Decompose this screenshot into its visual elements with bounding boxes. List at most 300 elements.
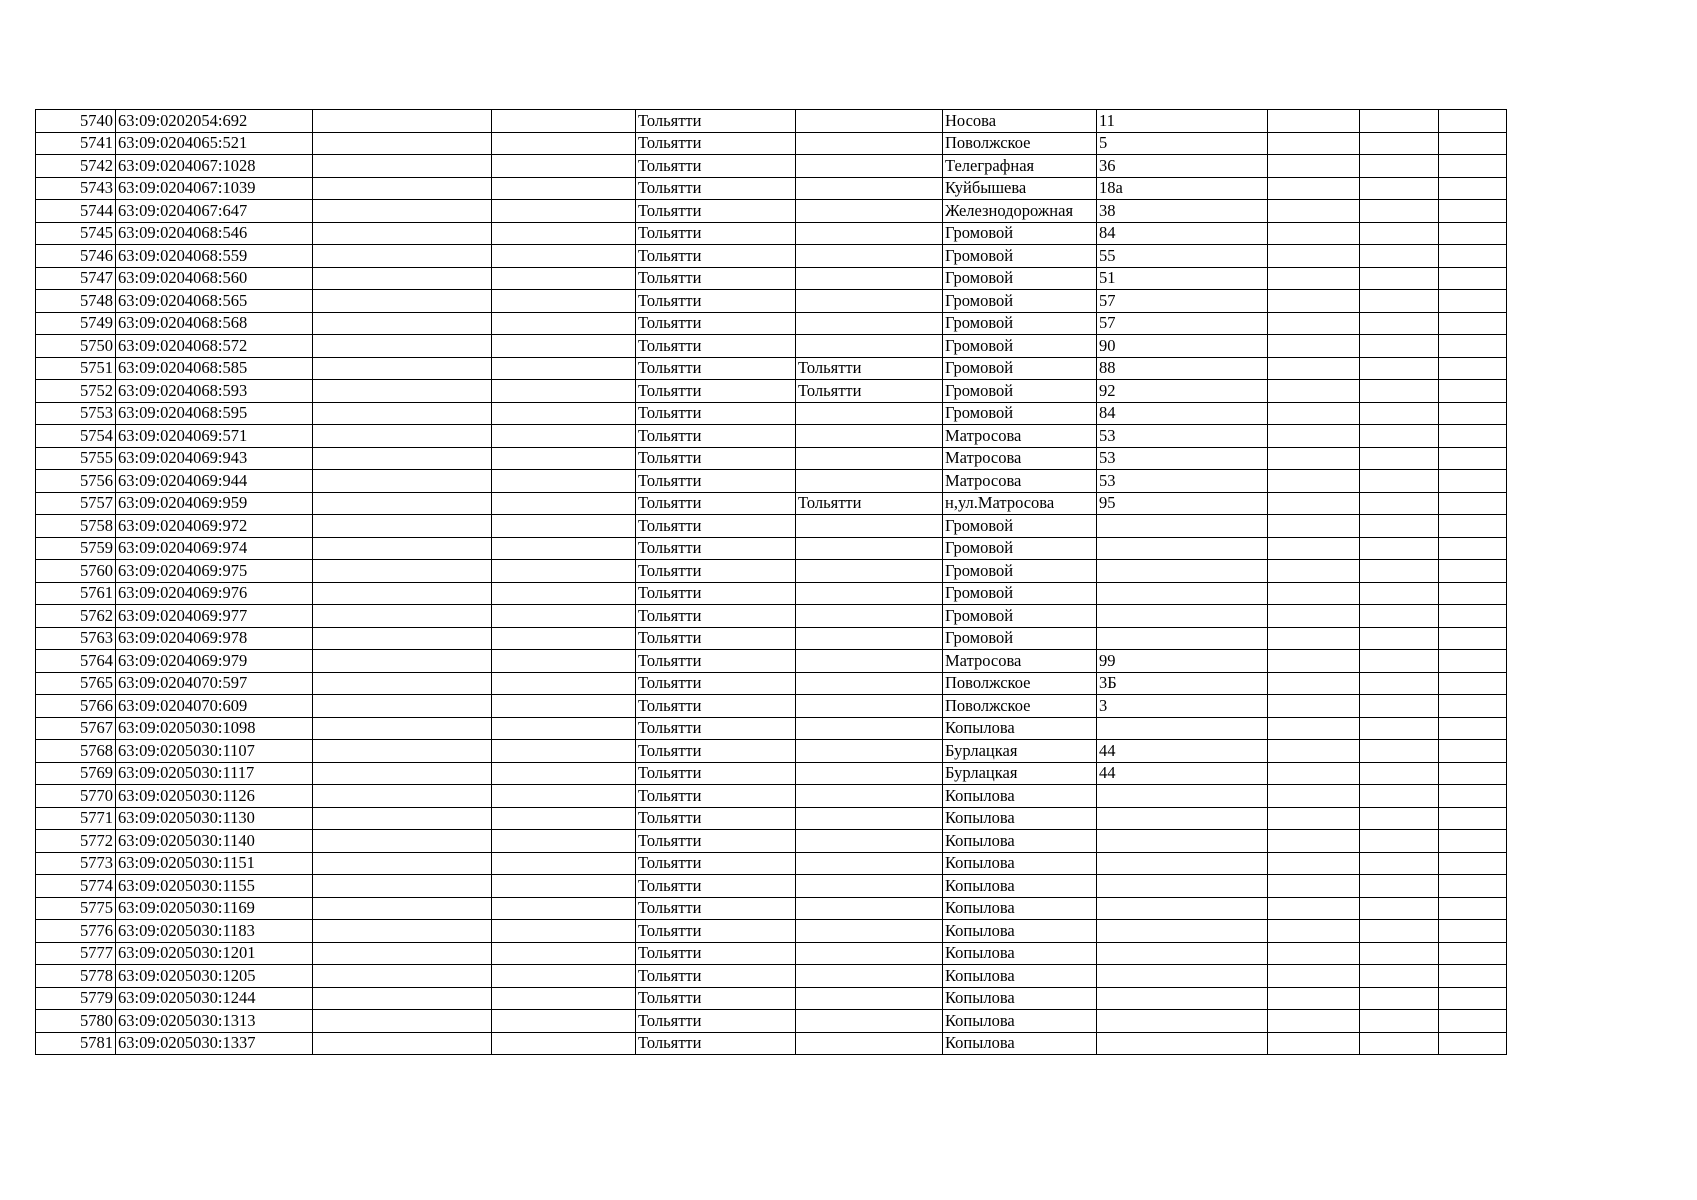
empty-cell — [1360, 155, 1439, 178]
empty-cell — [1439, 380, 1507, 403]
house-cell — [1097, 560, 1268, 583]
cadastral-number-cell: 63:09:0204069:959 — [116, 492, 313, 515]
cadastral-number-cell: 63:09:0204068:568 — [116, 312, 313, 335]
row-number-cell: 5781 — [36, 1032, 116, 1055]
empty-cell — [313, 537, 492, 560]
empty-cell — [1268, 1010, 1360, 1033]
empty-cell — [313, 875, 492, 898]
cadastral-number-cell: 63:09:0204068:546 — [116, 222, 313, 245]
row-number-cell: 5754 — [36, 425, 116, 448]
empty-cell — [1268, 447, 1360, 470]
empty-cell — [1268, 155, 1360, 178]
house-cell — [1097, 605, 1268, 628]
empty-cell — [1268, 852, 1360, 875]
empty-cell — [313, 110, 492, 133]
row-number-cell: 5757 — [36, 492, 116, 515]
empty-cell — [1268, 335, 1360, 358]
empty-cell — [1360, 492, 1439, 515]
house-cell: 90 — [1097, 335, 1268, 358]
empty-cell — [1268, 357, 1360, 380]
row-number-cell: 5772 — [36, 830, 116, 853]
empty-cell — [492, 425, 636, 448]
house-cell — [1097, 852, 1268, 875]
house-cell — [1097, 627, 1268, 650]
empty-cell — [1439, 200, 1507, 223]
row-number-cell: 5775 — [36, 897, 116, 920]
table-row — [36, 425, 1585, 448]
empty-cell — [313, 222, 492, 245]
cadastral-number-cell: 63:09:0205030:1107 — [116, 740, 313, 763]
settlement-cell — [796, 1032, 943, 1055]
street-cell: Громовой — [943, 357, 1097, 380]
cadastral-number-cell: 63:09:0205030:1130 — [116, 807, 313, 830]
house-cell: 95 — [1097, 492, 1268, 515]
settlement-cell — [796, 582, 943, 605]
empty-cell — [1360, 897, 1439, 920]
empty-cell — [492, 312, 636, 335]
empty-cell — [492, 335, 636, 358]
settlement-cell — [796, 897, 943, 920]
row-number-cell: 5778 — [36, 965, 116, 988]
row-number-cell: 5756 — [36, 470, 116, 493]
table-row — [36, 447, 1585, 470]
table-row — [36, 290, 1585, 313]
empty-cell — [492, 177, 636, 200]
house-cell: 84 — [1097, 222, 1268, 245]
empty-cell — [1439, 897, 1507, 920]
street-cell: Громовой — [943, 290, 1097, 313]
street-cell: Громовой — [943, 312, 1097, 335]
settlement-cell — [796, 110, 943, 133]
empty-cell — [492, 560, 636, 583]
cadastral-number-cell: 63:09:0204069:571 — [116, 425, 313, 448]
empty-cell — [1268, 650, 1360, 673]
house-cell — [1097, 875, 1268, 898]
empty-cell — [1360, 830, 1439, 853]
empty-cell — [1360, 200, 1439, 223]
settlement-cell: Тольятти — [796, 357, 943, 380]
street-cell: Копылова — [943, 807, 1097, 830]
empty-cell — [313, 627, 492, 650]
city-cell: Тольятти — [636, 830, 796, 853]
street-cell: Громовой — [943, 222, 1097, 245]
empty-cell — [1439, 447, 1507, 470]
street-cell: Громовой — [943, 560, 1097, 583]
city-cell: Тольятти — [636, 560, 796, 583]
city-cell: Тольятти — [636, 177, 796, 200]
empty-cell — [313, 987, 492, 1010]
empty-cell — [1268, 537, 1360, 560]
empty-cell — [313, 650, 492, 673]
empty-cell — [492, 267, 636, 290]
empty-cell — [1439, 312, 1507, 335]
empty-cell — [492, 470, 636, 493]
empty-cell — [1439, 605, 1507, 628]
empty-cell — [492, 830, 636, 853]
city-cell: Тольятти — [636, 605, 796, 628]
row-number-cell: 5740 — [36, 110, 116, 133]
table-row — [36, 110, 1585, 133]
empty-cell — [492, 965, 636, 988]
row-number-cell: 5770 — [36, 785, 116, 808]
settlement-cell — [796, 245, 943, 268]
street-cell: Копылова — [943, 852, 1097, 875]
empty-cell — [1360, 447, 1439, 470]
settlement-cell — [796, 222, 943, 245]
row-number-cell: 5769 — [36, 762, 116, 785]
empty-cell — [1360, 110, 1439, 133]
row-number-cell: 5750 — [36, 335, 116, 358]
street-cell: Матросова — [943, 447, 1097, 470]
settlement-cell — [796, 605, 943, 628]
house-cell: 88 — [1097, 357, 1268, 380]
house-cell: 3 — [1097, 695, 1268, 718]
cadastral-number-cell: 63:09:0202054:692 — [116, 110, 313, 133]
empty-cell — [1268, 177, 1360, 200]
city-cell: Тольятти — [636, 852, 796, 875]
row-number-cell: 5747 — [36, 267, 116, 290]
empty-cell — [1360, 1032, 1439, 1055]
city-cell: Тольятти — [636, 447, 796, 470]
empty-cell — [492, 852, 636, 875]
table-row — [36, 830, 1585, 853]
settlement-cell — [796, 627, 943, 650]
empty-cell — [1439, 222, 1507, 245]
table-row — [36, 942, 1585, 965]
street-cell: Носова — [943, 110, 1097, 133]
table-row — [36, 177, 1585, 200]
cadastral-number-cell: 63:09:0204068:565 — [116, 290, 313, 313]
cadastral-number-cell: 63:09:0204069:977 — [116, 605, 313, 628]
empty-cell — [313, 470, 492, 493]
row-number-cell: 5746 — [36, 245, 116, 268]
street-cell: Громовой — [943, 267, 1097, 290]
street-cell: Копылова — [943, 897, 1097, 920]
empty-cell — [1360, 1010, 1439, 1033]
empty-cell — [1439, 1010, 1507, 1033]
city-cell: Тольятти — [636, 582, 796, 605]
cadastral-number-cell: 63:09:0205030:1126 — [116, 785, 313, 808]
cadastral-number-cell: 63:09:0204068:572 — [116, 335, 313, 358]
empty-cell — [313, 447, 492, 470]
city-cell: Тольятти — [636, 965, 796, 988]
row-number-cell: 5768 — [36, 740, 116, 763]
empty-cell — [1268, 492, 1360, 515]
house-cell: 57 — [1097, 312, 1268, 335]
empty-cell — [313, 200, 492, 223]
table-row — [36, 492, 1585, 515]
empty-cell — [1268, 1032, 1360, 1055]
row-number-cell: 5764 — [36, 650, 116, 673]
table-row — [36, 582, 1585, 605]
row-number-cell: 5760 — [36, 560, 116, 583]
row-number-cell: 5774 — [36, 875, 116, 898]
table-row — [36, 470, 1585, 493]
city-cell: Тольятти — [636, 200, 796, 223]
cadastral-number-cell: 63:09:0205030:1337 — [116, 1032, 313, 1055]
city-cell: Тольятти — [636, 110, 796, 133]
empty-cell — [492, 492, 636, 515]
empty-cell — [1360, 987, 1439, 1010]
empty-cell — [492, 357, 636, 380]
empty-cell — [1268, 290, 1360, 313]
table-row — [36, 267, 1585, 290]
cadastral-number-cell: 63:09:0204069:979 — [116, 650, 313, 673]
empty-cell — [1360, 762, 1439, 785]
empty-cell — [1439, 830, 1507, 853]
empty-cell — [1360, 470, 1439, 493]
city-cell: Тольятти — [636, 875, 796, 898]
settlement-cell — [796, 672, 943, 695]
empty-cell — [1360, 335, 1439, 358]
street-cell: Громовой — [943, 335, 1097, 358]
house-cell — [1097, 537, 1268, 560]
cadastral-number-cell: 63:09:0204069:943 — [116, 447, 313, 470]
house-cell — [1097, 942, 1268, 965]
empty-cell — [1439, 920, 1507, 943]
empty-cell — [1360, 132, 1439, 155]
street-cell: Громовой — [943, 582, 1097, 605]
street-cell: Громовой — [943, 402, 1097, 425]
table-row — [36, 222, 1585, 245]
table-row — [36, 875, 1585, 898]
empty-cell — [313, 380, 492, 403]
street-cell: Копылова — [943, 717, 1097, 740]
row-number-cell: 5777 — [36, 942, 116, 965]
empty-cell — [492, 650, 636, 673]
empty-cell — [492, 447, 636, 470]
cadastral-number-cell: 63:09:0204068:560 — [116, 267, 313, 290]
empty-cell — [313, 965, 492, 988]
table-body — [36, 110, 1585, 1055]
settlement-cell — [796, 920, 943, 943]
city-cell: Тольятти — [636, 785, 796, 808]
empty-cell — [313, 560, 492, 583]
table-row — [36, 627, 1585, 650]
table-row — [36, 380, 1585, 403]
settlement-cell — [796, 515, 943, 538]
empty-cell — [1360, 740, 1439, 763]
city-cell: Тольятти — [636, 762, 796, 785]
empty-cell — [1268, 672, 1360, 695]
empty-cell — [1360, 290, 1439, 313]
cadastral-number-cell: 63:09:0204070:609 — [116, 695, 313, 718]
street-cell: Громовой — [943, 245, 1097, 268]
city-cell: Тольятти — [636, 537, 796, 560]
settlement-cell — [796, 717, 943, 740]
settlement-cell — [796, 155, 943, 178]
empty-cell — [492, 402, 636, 425]
cadastral-number-cell: 63:09:0204067:647 — [116, 200, 313, 223]
settlement-cell: Тольятти — [796, 492, 943, 515]
street-cell: Копылова — [943, 875, 1097, 898]
house-cell — [1097, 807, 1268, 830]
table-row — [36, 717, 1585, 740]
empty-cell — [492, 920, 636, 943]
city-cell: Тольятти — [636, 335, 796, 358]
empty-cell — [1360, 245, 1439, 268]
street-cell: Бурлацкая — [943, 740, 1097, 763]
empty-cell — [492, 605, 636, 628]
house-cell: 44 — [1097, 740, 1268, 763]
table-row — [36, 672, 1585, 695]
empty-cell — [313, 852, 492, 875]
empty-cell — [1439, 650, 1507, 673]
empty-cell — [1360, 785, 1439, 808]
empty-cell — [1360, 717, 1439, 740]
street-cell: Копылова — [943, 942, 1097, 965]
empty-cell — [492, 785, 636, 808]
city-cell: Тольятти — [636, 470, 796, 493]
empty-cell — [492, 515, 636, 538]
city-cell: Тольятти — [636, 1010, 796, 1033]
empty-cell — [313, 717, 492, 740]
house-cell: 55 — [1097, 245, 1268, 268]
empty-cell — [313, 177, 492, 200]
table-row — [36, 807, 1585, 830]
empty-cell — [313, 897, 492, 920]
settlement-cell — [796, 132, 943, 155]
empty-cell — [313, 830, 492, 853]
table-row — [36, 605, 1585, 628]
empty-cell — [1268, 920, 1360, 943]
empty-cell — [1439, 267, 1507, 290]
empty-cell — [1268, 830, 1360, 853]
empty-cell — [313, 155, 492, 178]
settlement-cell — [796, 762, 943, 785]
table-row — [36, 245, 1585, 268]
empty-cell — [313, 312, 492, 335]
settlement-cell — [796, 470, 943, 493]
empty-cell — [313, 672, 492, 695]
row-number-cell: 5771 — [36, 807, 116, 830]
house-cell: 53 — [1097, 447, 1268, 470]
empty-cell — [1439, 290, 1507, 313]
cadastral-number-cell: 63:09:0205030:1169 — [116, 897, 313, 920]
empty-cell — [1268, 560, 1360, 583]
empty-cell — [1268, 380, 1360, 403]
settlement-cell — [796, 695, 943, 718]
empty-cell — [1268, 200, 1360, 223]
street-cell: Матросова — [943, 650, 1097, 673]
empty-cell — [1268, 897, 1360, 920]
empty-cell — [1439, 402, 1507, 425]
cadastral-number-cell: 63:09:0205030:1140 — [116, 830, 313, 853]
cadastral-number-cell: 63:09:0204068:559 — [116, 245, 313, 268]
empty-cell — [1268, 132, 1360, 155]
street-cell: Матросова — [943, 425, 1097, 448]
house-cell: 51 — [1097, 267, 1268, 290]
street-cell: Бурлацкая — [943, 762, 1097, 785]
table-row — [36, 1010, 1585, 1033]
cadastral-number-cell: 63:09:0205030:1313 — [116, 1010, 313, 1033]
empty-cell — [1268, 515, 1360, 538]
empty-cell — [1439, 785, 1507, 808]
city-cell: Тольятти — [636, 987, 796, 1010]
settlement-cell — [796, 942, 943, 965]
settlement-cell — [796, 312, 943, 335]
empty-cell — [1268, 965, 1360, 988]
empty-cell — [492, 695, 636, 718]
empty-cell — [1360, 695, 1439, 718]
street-cell: Телеграфная — [943, 155, 1097, 178]
street-cell: Копылова — [943, 920, 1097, 943]
table-row — [36, 785, 1585, 808]
empty-cell — [492, 717, 636, 740]
empty-cell — [492, 627, 636, 650]
empty-cell — [1268, 762, 1360, 785]
empty-cell — [1360, 582, 1439, 605]
empty-cell — [1268, 267, 1360, 290]
cadastral-number-cell: 63:09:0205030:1201 — [116, 942, 313, 965]
settlement-cell — [796, 830, 943, 853]
empty-cell — [1360, 560, 1439, 583]
empty-cell — [1360, 402, 1439, 425]
settlement-cell — [796, 537, 943, 560]
table-row — [36, 762, 1585, 785]
empty-cell — [313, 132, 492, 155]
empty-cell — [1268, 695, 1360, 718]
settlement-cell — [796, 650, 943, 673]
empty-cell — [313, 492, 492, 515]
house-cell: 11 — [1097, 110, 1268, 133]
settlement-cell — [796, 740, 943, 763]
empty-cell — [1268, 402, 1360, 425]
empty-cell — [1268, 875, 1360, 898]
cadastral-number-cell: 63:09:0204067:1028 — [116, 155, 313, 178]
empty-cell — [313, 740, 492, 763]
street-cell: Громовой — [943, 627, 1097, 650]
street-cell: Громовой — [943, 380, 1097, 403]
empty-cell — [1360, 222, 1439, 245]
street-cell: Поволжское — [943, 132, 1097, 155]
house-cell — [1097, 785, 1268, 808]
row-number-cell: 5745 — [36, 222, 116, 245]
empty-cell — [313, 582, 492, 605]
empty-cell — [492, 110, 636, 133]
empty-cell — [1360, 807, 1439, 830]
settlement-cell — [796, 807, 943, 830]
empty-cell — [1360, 177, 1439, 200]
table-row — [36, 132, 1585, 155]
row-number-cell: 5744 — [36, 200, 116, 223]
empty-cell — [1439, 537, 1507, 560]
street-cell: Матросова — [943, 470, 1097, 493]
row-number-cell: 5752 — [36, 380, 116, 403]
empty-cell — [1268, 222, 1360, 245]
empty-cell — [1439, 132, 1507, 155]
empty-cell — [1268, 807, 1360, 830]
settlement-cell — [796, 785, 943, 808]
row-number-cell: 5743 — [36, 177, 116, 200]
street-cell: Громовой — [943, 605, 1097, 628]
empty-cell — [1268, 942, 1360, 965]
city-cell: Тольятти — [636, 650, 796, 673]
table-row — [36, 335, 1585, 358]
settlement-cell — [796, 177, 943, 200]
empty-cell — [1360, 627, 1439, 650]
cadastral-number-cell: 63:09:0204070:597 — [116, 672, 313, 695]
empty-cell — [1360, 605, 1439, 628]
table-row — [36, 537, 1585, 560]
table-row — [36, 515, 1585, 538]
empty-cell — [1439, 560, 1507, 583]
city-cell: Тольятти — [636, 402, 796, 425]
empty-cell — [492, 222, 636, 245]
empty-cell — [313, 695, 492, 718]
table-row — [36, 312, 1585, 335]
street-cell: Поволжское — [943, 672, 1097, 695]
